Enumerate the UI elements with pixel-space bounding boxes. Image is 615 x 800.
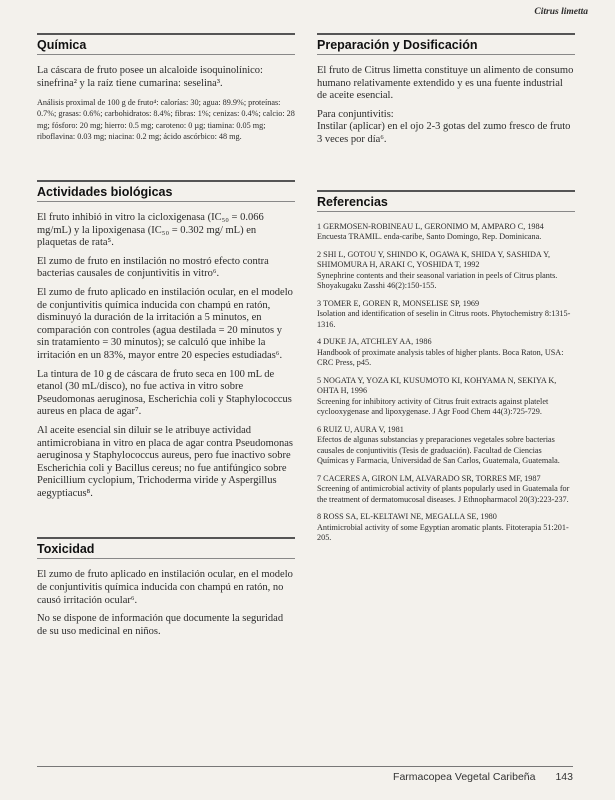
reference-authors: 8 ROSS SA, EL-KELTAWI NE, MEGALLA SE, 1980: [317, 512, 497, 522]
reference-item: [317, 376, 575, 418]
reference-title: Screening of antimicrobial activity of plants popularly used in Guatemala for the treatment of dermatomucosal diseases. J Ethnopharmacol 20(3):223-237.: [317, 484, 570, 504]
running-head: Citrus limetta: [534, 7, 588, 17]
reference-authors: 3 TOMER E, GOREN R, MONSELISE SP, 1969: [317, 298, 480, 308]
actividades-paragraph-4: La tintura de 10 g de cáscara de fruto seca en 100 mL de etanol (30 mL/disco), no fue activa in vitro sobre Pseudomonas aeruginosa, Escherichia coli y Staphylococcus aureus en placa de agar⁷.: [37, 368, 292, 418]
actividades-paragraph-2: El zumo de fruto en instilación no mostró efecto contra bacterias causales de conjuntivitis in vitro⁶.: [37, 255, 269, 280]
reference-authors: 5 NOGATA Y, YOZA KI, KUSUMOTO KI, KOHYAMA N, SEKIYA K, OHTA H, 1996: [317, 375, 557, 396]
reference-item: [317, 250, 575, 292]
reference-item: [317, 474, 575, 506]
right-column: [317, 33, 575, 551]
preparacion-label: Para conjuntivitis:: [317, 108, 394, 120]
section-quimica: [37, 33, 295, 142]
left-column: [37, 33, 295, 644]
reference-authors: 2 SHI L, GOTOU Y, SHINDO K, OGAWA K, SHIDA Y, SASHIDA Y, SHIMOMURA H, ARAKI C, YOSHIDA T, 1992: [317, 249, 551, 270]
reference-title: Isolation and identification of seselin in Citrus roots. Phytochemistry 8:1315-1316.: [317, 309, 571, 329]
actividades-heading: Actividades biológicas: [37, 180, 295, 202]
publication-title: Farmacopea Vegetal Caribeña: [393, 771, 536, 783]
actividades-paragraph-5: Al aceite esencial sin diluir se le atribuye actividad antimicrobiana in vitro en placa de agar contra Pseudomonas aeruginosa y Staphylococcus aureus, pero fue inactivo sobre Escherichia coli y Bacillus cereus; no fue antifúngico sobre Penicillium cyclopium, Trichoderma viride y Aspergillus aegyptiacus⁸.: [37, 424, 293, 499]
preparacion-heading: Preparación y Dosificación: [317, 33, 575, 55]
section-referencias: [317, 190, 575, 544]
section-actividades: [37, 180, 295, 500]
reference-title: Antimicrobial activity of some Egyptian aromatic plants. Fitoterapia 51:201-205.: [317, 522, 569, 543]
quimica-proximal-analysis: Análisis proximal de 100 g de fruto⁴: calorías: 30; agua: 89.9%; proteínas: 0.7%; grasas: 0.6%; carbohidratos: 8.4%; fibras: 1%; cenizas: 0.4%; calcio: 28 mg; fósforo: 20 mg; hierro: 0.5 mg; caroteno: 0 µg; tiamina: 0.05 mg; riboflavina: 0.03 mg; niacina: 0.2 mg; ácido ascórbico: 48 mg.: [37, 98, 295, 141]
referencias-heading: Referencias: [317, 190, 575, 212]
reference-title: Handbook of proximate analysis tables of higher plants. Boca Raton, USA: CRC Press, p45.: [317, 347, 564, 368]
reference-item: [317, 299, 575, 331]
page-number: 143: [555, 771, 573, 783]
quimica-heading: Química: [37, 33, 295, 55]
reference-authors: 7 CACERES A, GIRON LM, ALVARADO SR, TORRES MF, 1987: [317, 473, 541, 483]
section-toxicidad: [37, 537, 295, 638]
actividades-paragraph-3: El zumo de fruto aplicado en instilación ocular, en el modelo de conjuntivitis química inducida con champú en ratón, disminuyó la duración de la irritación a 5 minutos, en comparación con controles (agua destilada = 20 minutos y sin tratamiento = 30 minutos); se calculó que inhibe la irritación en un 83%, mayor entre 20 especies estudiadas⁶.: [37, 286, 293, 361]
actividades-paragraph-1: El fruto inhibió in vitro la cicloxigenasa (IC₅₀ = 0.066 mg/mL) y la lipoxigenasa (IC₅₀ = 0.302 mg/ mL) en plaquetas de rata⁵.: [37, 212, 264, 249]
section-preparacion: [317, 33, 575, 147]
toxicidad-paragraph-2: No se dispone de información que documente la seguridad de su uso medicinal en niños.: [37, 613, 284, 637]
reference-title: Synephrine contents and their seasonal variation in peels of Citrus plants. Shoyakugaku Zasshi 46(2):150-155.: [317, 270, 558, 291]
toxicidad-heading: Toxicidad: [37, 537, 295, 559]
reference-title: Encuesta TRAMIL. enda-caribe, Santo Domingo, Rep. Dominicana.: [317, 232, 542, 242]
preparacion-dosage: Instilar (aplicar) en el ojo 2-3 gotas del zumo fresco de fruto 3 veces por día⁶.: [317, 121, 571, 145]
preparacion-paragraph-1: El fruto de Citrus limetta constituye un alimento de consumo humano relativamente extendido y es una fuente industrial de aceite esencial.: [317, 65, 574, 102]
reference-item: [317, 222, 575, 243]
reference-title: Screening for inhibitory activity of Citrus fruit extracts against platelet cyclooxygenase and lipoxygenase. J Agr Food Chem 44(3):725-729.: [317, 396, 549, 417]
reference-item: [317, 512, 575, 544]
reference-item: [317, 337, 575, 369]
reference-authors: 1 GERMOSEN-ROBINEAU L, GERONIMO M, AMPARO C, 1984: [317, 221, 544, 231]
page-footer: [37, 766, 573, 783]
reference-title: Efectos de algunas substancias y preparaciones vegetales sobre bacterias causales de conjuntivitis (Tesis de graduación). Facultad de Ciencias Químicas y Farmacia, Universidad de San Carlos, Guatemala, Guatemala.: [317, 435, 560, 466]
toxicidad-paragraph-1: El zumo de fruto aplicado en instilación ocular, en el modelo de conjuntivitis química inducida con champú en ratón, no causó irritación ocular⁶.: [37, 569, 293, 606]
quimica-paragraph-1: La cáscara de fruto posee un alcaloide isoquinolínico: sinefrina² y la raíz tiene cumarina: seselina³.: [37, 65, 263, 89]
reference-item: [317, 425, 575, 467]
reference-authors: 4 DUKE JA, ATCHLEY AA, 1986: [317, 337, 432, 347]
reference-authors: 6 RUIZ U, AURA V, 1981: [317, 424, 404, 434]
